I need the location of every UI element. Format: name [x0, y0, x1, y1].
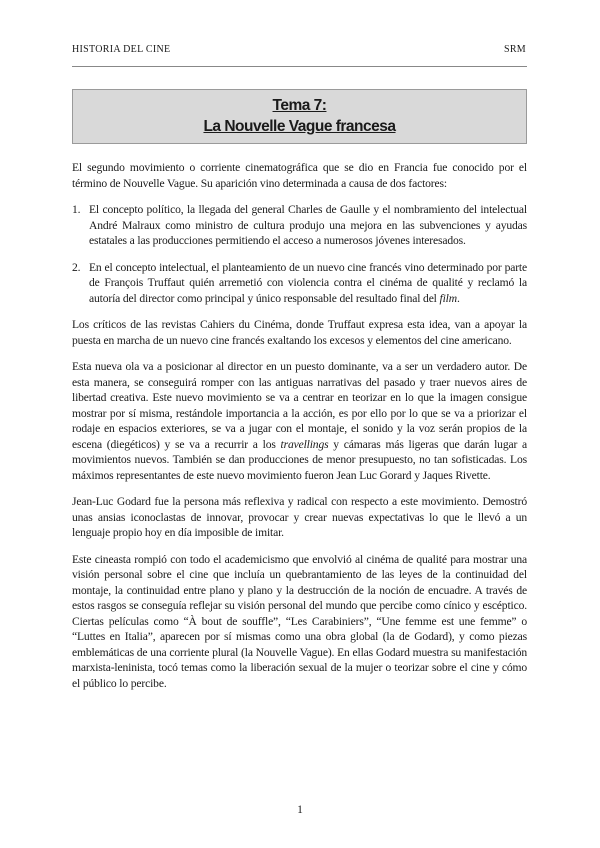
list-item-text: En el concepto intelectual, el planteamiento de un nuevo cine francés vino determinado por parte de François Truffaut quién arremetió con violencia contra el cinéma de qualité y reclamó la autoría del director como principal y único responsable del resultado final del film.	[89, 260, 527, 305]
chapter-number: Tema 7:	[272, 97, 327, 114]
list-number: 1.	[72, 203, 81, 216]
italic-term: travellings	[280, 437, 329, 451]
header-course-title: HISTORIA DEL CINE	[72, 44, 171, 55]
italic-term: film	[439, 291, 457, 305]
list-item	[72, 202, 527, 249]
chapter-title: La Nouvelle Vague francesa	[203, 118, 396, 135]
factors-list	[72, 202, 527, 306]
header-author-initials: SRM	[503, 44, 526, 55]
cahiers-paragraph: Los críticos de las revistas Cahiers du Cinéma, donde Truffaut expresa esta idea, van a apoyar la puesta en marcha de un nuevo cine francés exaltando los excesos y elementos del cine americano.	[72, 318, 527, 347]
list-number: 2.	[72, 260, 81, 274]
cineasta-paragraph: Este cineasta rompió con todo el academicismo que envolvió al cinéma de qualité para mostrar una visión personal sobre el cine que incluía un quebrantamiento de las leyes de la continuidad del montaje, la continuidad entre plano y plano y la destrucción de la noción de encuadre. A través de estos rasgos se conseguía reflejar su visión personal del mundo que percibe como cínico y escéptico. Ciertas películas como “À bout de souffle”, “Les Carabiniers”, “Une femme est une femme” o “Luttes en Italia”, aparecen por sí mismas como una obra global (la de Godard), y como piezas emblemáticas de una corriente plural (la Nouvelle Vague). En ellas Godard muestra su manifestación marxista-leninista, tocó temas como la liberación sexual de la mujer o teorizar sobre el cine y cómo el público lo percibe.	[72, 552, 527, 690]
page-number: 1	[297, 804, 303, 816]
nueva-ola-paragraph: Esta nueva ola va a posicionar al director en un puesto dominante, va a ser un verdadero autor. De esta manera, se conseguirá romper con las antiguas narrativas del pasado y traer nuevos aires de libertad creativa. Este nuevo movimiento se va a centrar en teorizar en lo que la imagen consigue mostrar por sí misma, restándole importancia a la acción, es por ello por lo que se va a priorizar el rodaje en espacios exteriores, se va a jugar con el montaje, el sonido y la voz serán propios de la escena (diegéticos) y se va a recurrir a los travellings y cámaras más ligeras que darán lugar a movimientos nuevos. También se dan producciones de menor presupuesto, no tan sofisticadas. Los máximos representantes de este nuevo movimiento fueron Jean Luc Gorard y Jaques Rivette.	[72, 360, 527, 482]
chapter-title-box	[72, 89, 527, 144]
body-text	[72, 160, 527, 702]
list-item-text: El concepto político, la llegada del general Charles de Gaulle y el nombramiento del intelectual André Malraux como ministro de cultura produjo una mejora en las subvenciones y ayudas estatales a las producciones permitiendo el acceso a numerosos jóvenes interesados.	[89, 203, 527, 247]
godard-paragraph: Jean-Luc Godard fue la persona más reflexiva y radical con respecto a este movimiento. Demostró unas ansias iconoclastas de innovar, provocar y crear nuevas expectativas lo que le llevó a un lenguaje propio hoy en día imposible de imitar.	[72, 495, 527, 539]
header-divider	[72, 66, 527, 67]
intro-paragraph: El segundo movimiento o corriente cinematográfica que se dio en Francia fue conocido por el término de Nouvelle Vague. Su aparición vino determinada a causa de dos factores:	[72, 161, 527, 190]
list-item	[72, 260, 527, 307]
